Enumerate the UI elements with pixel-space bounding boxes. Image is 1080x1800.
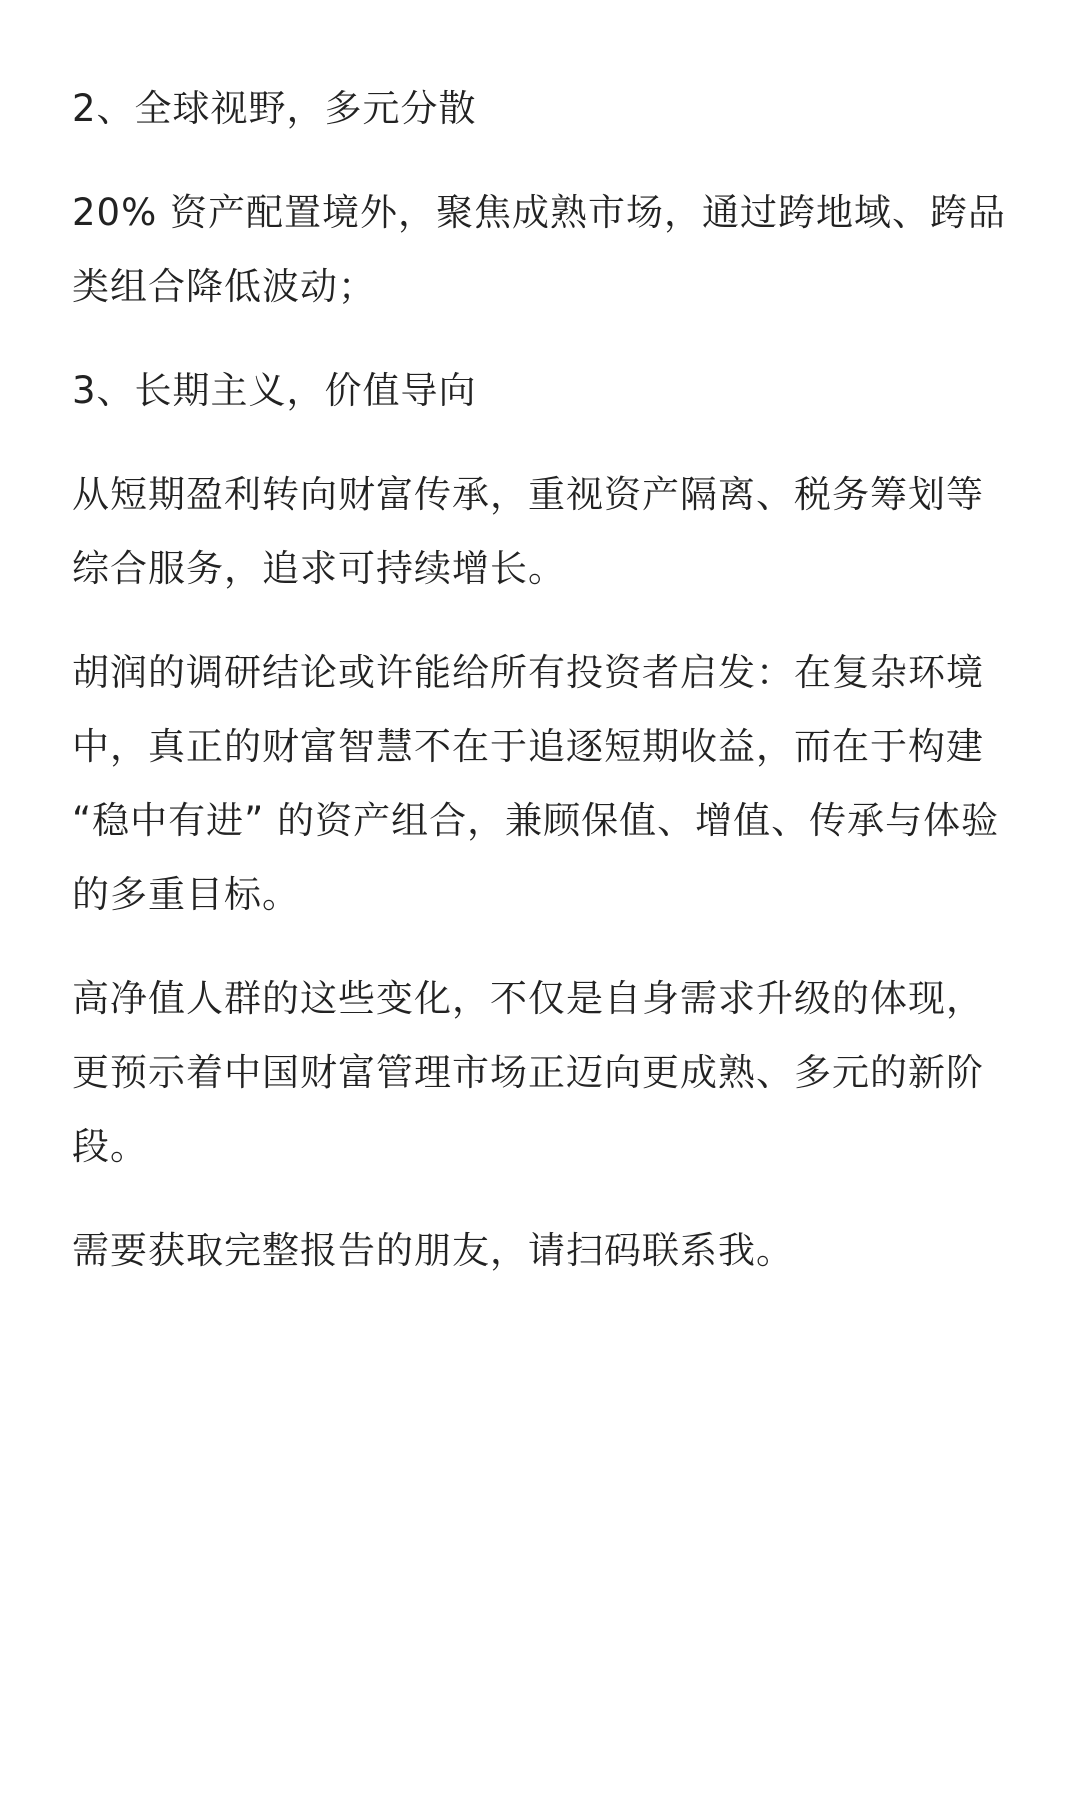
article-body — [72, 72, 1017, 1318]
paragraph-market-outlook: 高净值人群的这些变化，不仅是自身需求升级的体现，更预示着中国财富管理市场正迈向更成熟、多元的新阶段。 — [72, 977, 984, 1168]
paragraph-wealth-inheritance: 从短期盈利转向财富传承，重视资产隔离、税务筹划等综合服务，追求可持续增长。 — [72, 473, 984, 590]
section-heading-global-diversification: 2、全球视野，多元分散 — [72, 87, 477, 130]
paragraph-contact-call-to-action: 需要获取完整报告的朋友，请扫码联系我。 — [72, 1229, 794, 1272]
paragraph-hurun-conclusion: 胡润的调研结论或许能给所有投资者启发：在复杂环境中，真正的财富智慧不在于追逐短期收益，而在于构建 “稳中有进” 的资产组合，兼顾保值、增值、传承与体验的多重目标。 — [72, 651, 1000, 916]
paragraph-overseas-allocation: 20% 资产配置境外，聚焦成熟市场，通过跨地域、跨品类组合降低波动； — [72, 191, 1006, 308]
section-heading-long-termism: 3、长期主义，价值导向 — [72, 369, 477, 412]
